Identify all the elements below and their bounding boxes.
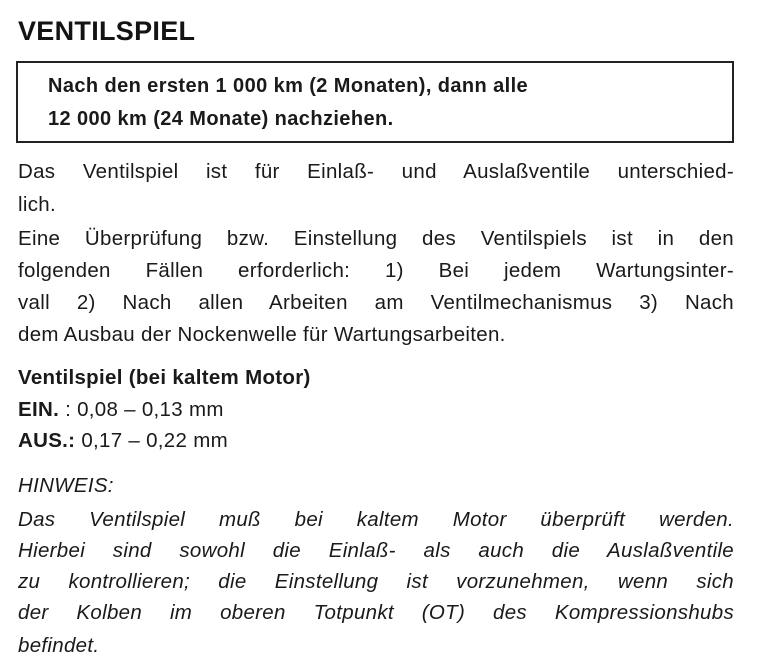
intake-value: : 0,08 – 0,13 mm [65,398,224,421]
paragraph-line: Das Ventilspiel ist für Einlaß- und Auslaßventile unterschied- [18,160,734,183]
section-title: VENTILSPIEL [18,16,196,46]
paragraph-line: vall 2) Nach allen Arbeiten am Ventilmechanismus 3) Nach [18,291,734,314]
exhaust-label: AUS.: [18,429,76,452]
intake-clearance-row [18,398,224,422]
interval-line-1: Nach den ersten 1 000 km (2 Monaten), dann alle [48,75,529,97]
exhaust-clearance-row [18,429,228,453]
clearance-spec-heading: Ventilspiel (bei kaltem Motor) [18,366,311,389]
intake-label: EIN. [18,398,60,421]
maintenance-interval-box [16,61,734,143]
paragraph-line: dem Ausbau der Nockenwelle für Wartungsarbeiten. [18,323,506,346]
paragraph-line: Eine Überprüfung bzw. Einstellung des Ventilspiels ist in den [18,227,734,250]
note-line: zu kontrollieren; die Einstellung ist vorzunehmen, wenn sich [18,570,734,593]
note-line: der Kolben im oberen Totpunkt (OT) des Kompressionshubs [18,601,734,624]
exhaust-value: 0,17 – 0,22 mm [81,429,228,452]
note-line: Hierbei sind sowohl die Einlaß- als auch die Auslaßventile [18,539,734,562]
note-heading: HINWEIS: [18,474,114,497]
note-line: befindet. [18,634,100,657]
paragraph-line: folgenden Fällen erforderlich: 1) Bei jedem Wartungsinter- [18,259,734,282]
note-line: Das Ventilspiel muß bei kaltem Motor überprüft werden. [18,508,734,531]
interval-line-2: 12 000 km (24 Monate) nachziehen. [48,108,394,130]
paragraph-line: lich. [18,193,56,216]
